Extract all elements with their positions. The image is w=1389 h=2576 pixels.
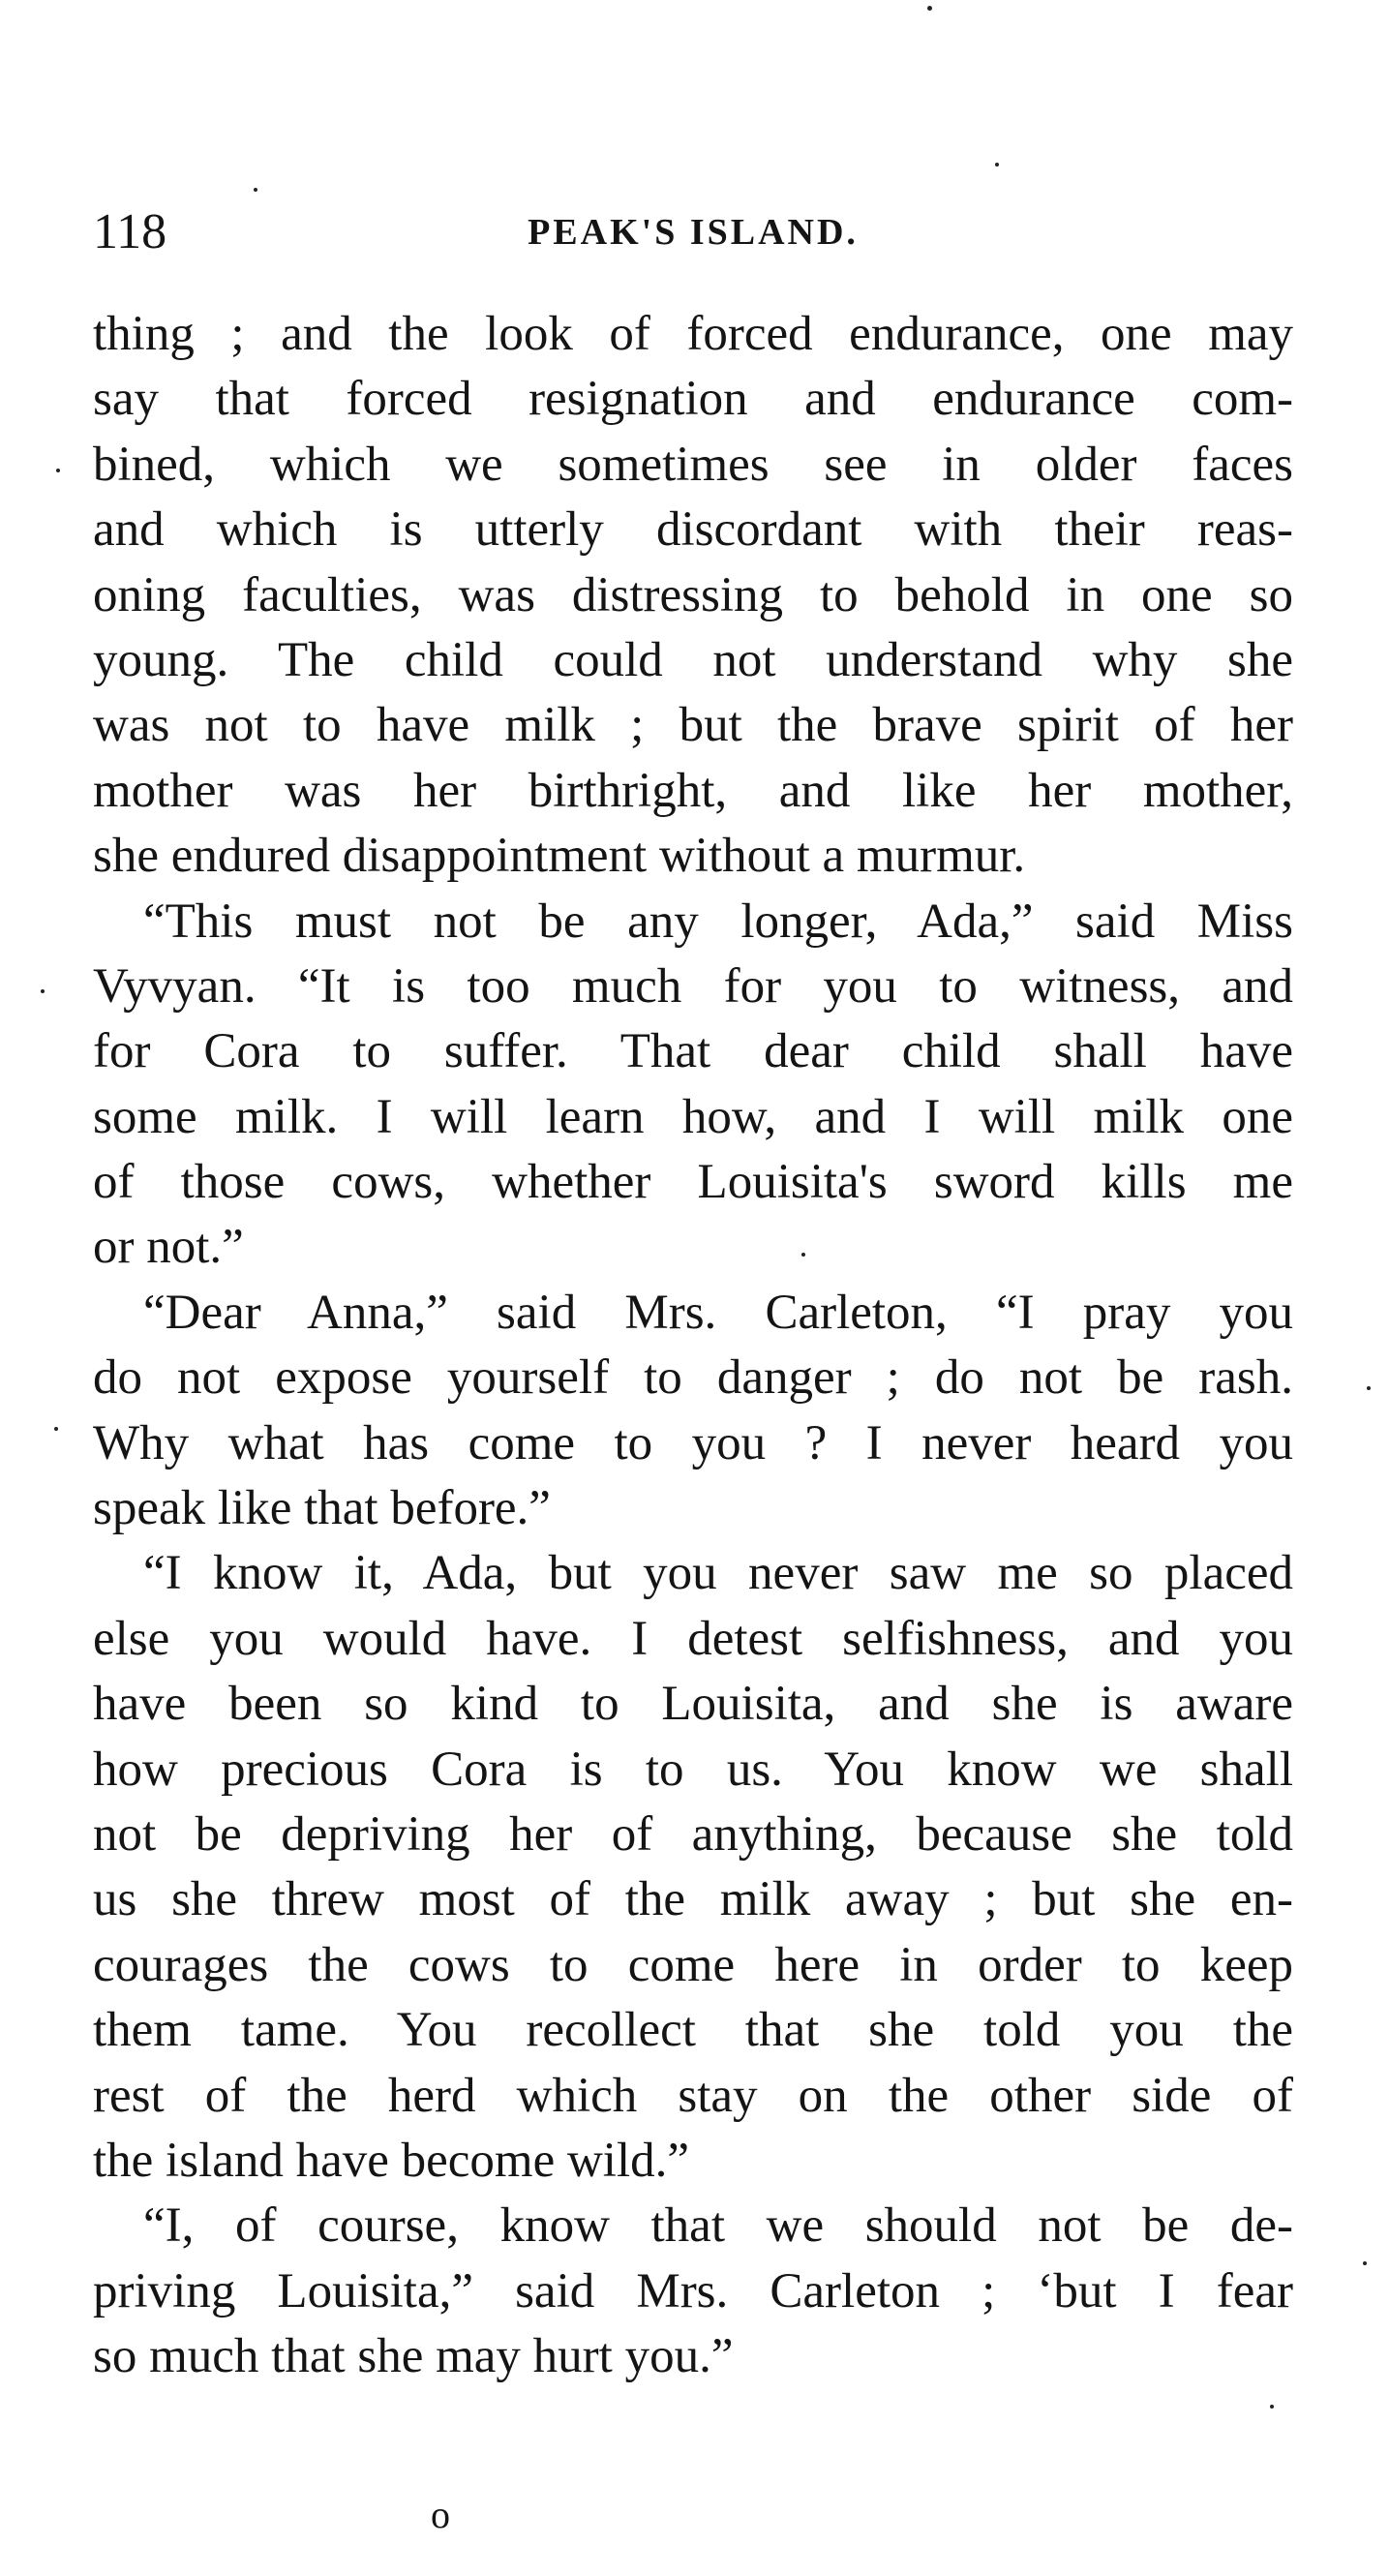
text-line: else you would have. I detest selfishness, and you [93,1611,1293,1666]
text-line: mother was her birthright, and like her mother, [93,763,1293,818]
scan-speck [1270,2405,1274,2409]
text-line: and which is utterly discordant with their reas- [93,502,1293,558]
text-line: thing ; and the look of forced endurance, one may [93,307,1293,361]
text-line: of those cows, whether Louisita's sword kills me [93,1155,1293,1210]
scan-speck [254,188,257,192]
text-line: “Dear Anna,” said Mrs. Carleton, “I pray you [143,1285,1293,1340]
text-line: courages the cows to come here in order to keep [93,1937,1293,1992]
text-line: so much that she may hurt you.” [93,2329,734,2384]
page-number: 118 [93,204,167,259]
text-line: have been so kind to Louisita, and she is aware [93,1677,1293,1732]
scan-speck [54,1427,58,1431]
text-line: some milk. I will learn how, and I will milk one [93,1089,1293,1144]
text-line: rest of the herd which stay on the other side of [93,2068,1293,2123]
running-head: PEAK'S ISLAND. [528,212,859,253]
scan-speck [41,989,45,993]
text-line: Why what has come to you ? I never heard you [93,1415,1293,1470]
text-line: for Cora to suffer. That dear child shall have [93,1024,1293,1079]
text-line: how precious Cora is to us. You know we shall [93,1742,1293,1797]
body-text [93,302,1293,2390]
text-line: us she threw most of the milk away ; but she en- [93,1872,1293,1927]
scan-speck [995,163,999,167]
text-line: young. The child could not understand why she [93,632,1293,687]
scan-speck [927,6,932,11]
text-line: do not expose yourself to danger ; do not be rash. [93,1350,1293,1406]
scan-speck [56,469,60,472]
text-line: the island have become wild.” [93,2133,690,2188]
text-line: bined, which we sometimes see in older faces [93,437,1293,492]
scan-speck [1363,2261,1367,2265]
scan-speck [801,1253,805,1257]
text-line: priving Louisita,” said Mrs. Carleton ; ‘but I fear [93,2263,1293,2318]
text-line: “I, of course, know that we should not be de- [143,2198,1293,2254]
text-line: was not to have milk ; but the brave spirit of her [93,698,1293,753]
text-line: speak like that before.” [93,1481,551,1536]
text-line: not be depriving her of anything, because she told [93,1806,1293,1862]
text-line: them tame. You recollect that she told you the [93,2003,1293,2058]
page-header [93,201,1293,263]
text-line: she endured disappointment without a murmur. [93,829,1026,884]
text-line: say that forced resignation and endurance com- [93,372,1293,427]
text-line: Vyvyan. “It is too much for you to witness, and [93,958,1293,1014]
text-line: “I know it, Ada, but you never saw me so placed [143,1546,1293,1601]
text-line: oning faculties, was distressing to behold in one so [93,567,1293,622]
scan-speck [1367,1386,1371,1390]
text-line: “This must not be any longer, Ada,” said Miss [143,894,1293,949]
text-line: or not.” [93,1220,244,1275]
signature-mark: o [431,2493,450,2536]
